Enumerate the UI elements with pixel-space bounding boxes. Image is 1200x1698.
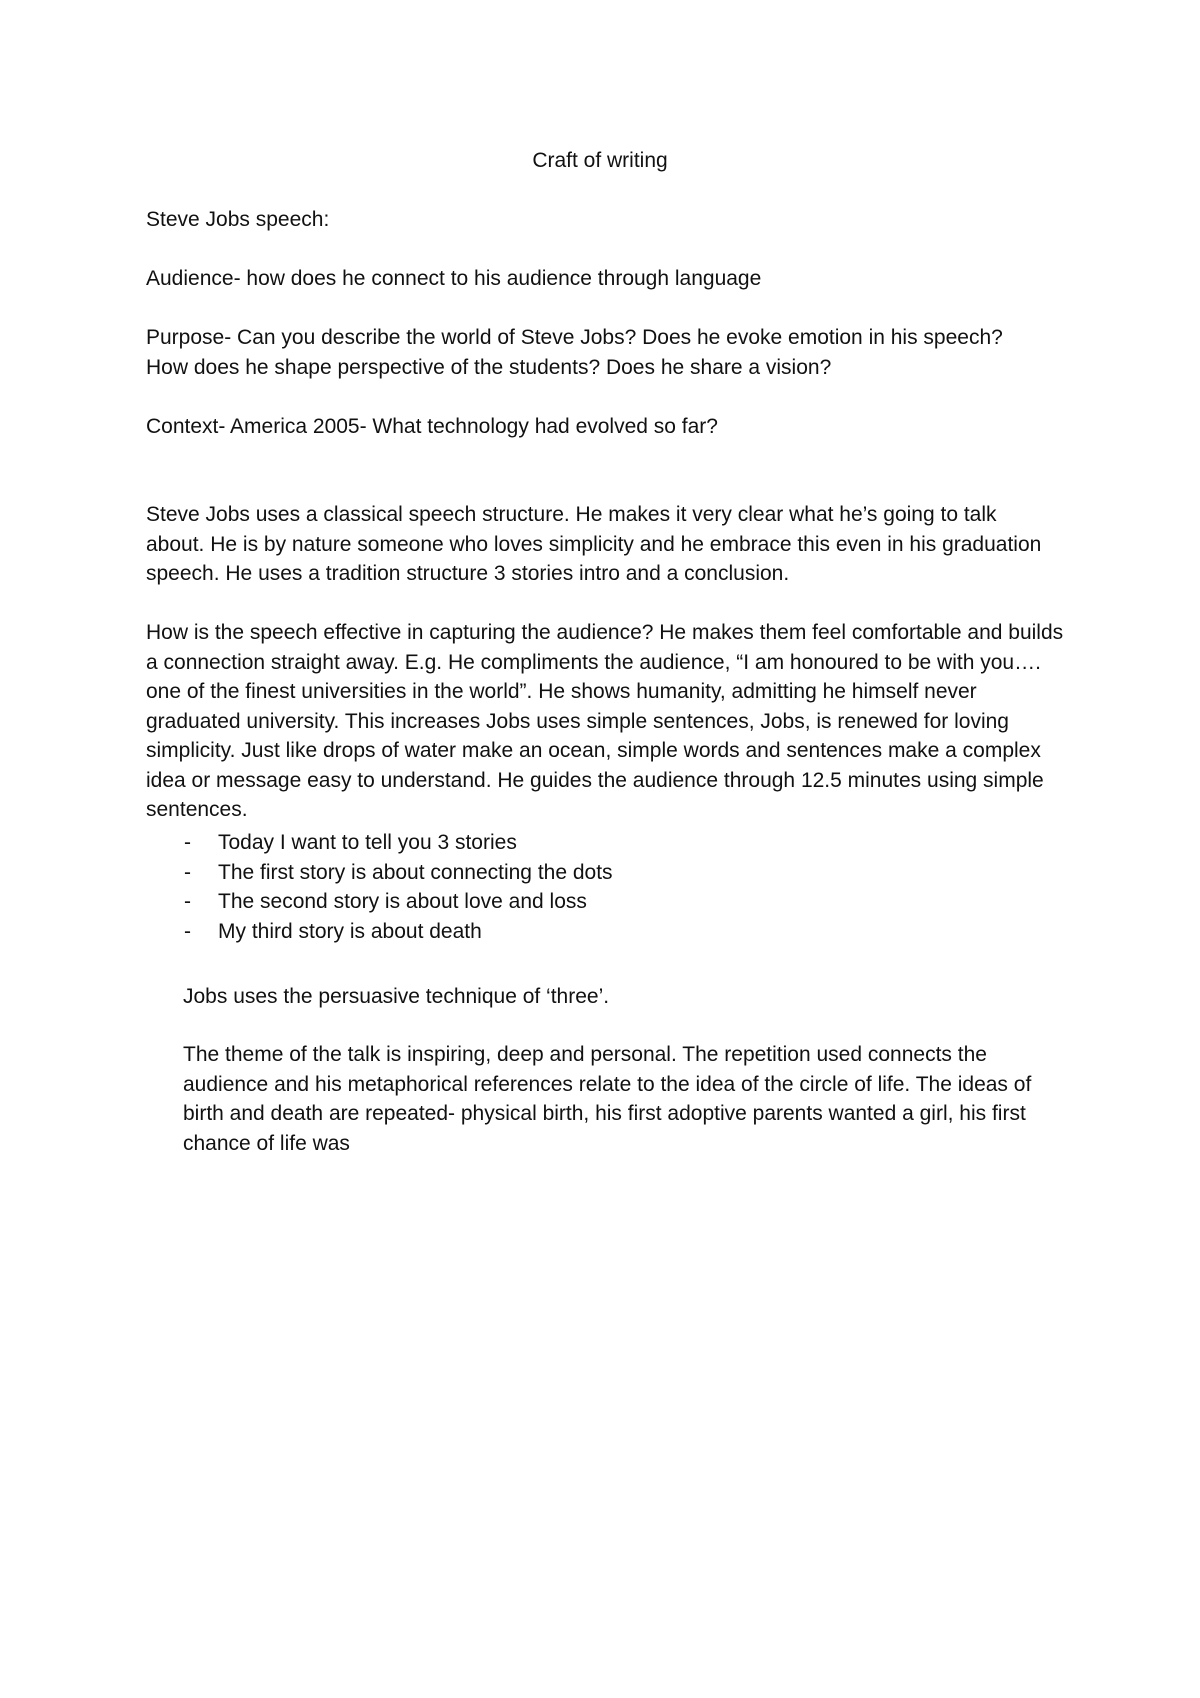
list-item-text: The first story is about connecting the dots	[218, 860, 613, 884]
list-dash: -	[184, 919, 191, 943]
list-item-text: Today I want to tell you 3 stories	[218, 831, 517, 854]
list-item	[146, 887, 613, 917]
document-title: Craft of writing	[532, 149, 668, 172]
list-dash: -	[184, 831, 191, 854]
list-dash: -	[184, 860, 191, 884]
structure-paragraph: Steve Jobs uses a classical speech structure. He makes it very clear what he’s going to talk about. He is by nature someone who loves simplicity and he embrace this even in his graduation speech. He uses a tradition structure 3 stories intro and a conclusion.	[146, 503, 1042, 585]
purpose-paragraph: Purpose- Can you describe the world of Steve Jobs? Does he evoke emotion in his speech? How does he shape perspective of the students? Does he share a vision?	[146, 326, 1003, 379]
effectiveness-paragraph: How is the speech effective in capturing the audience? He makes them feel comfortable and builds a connection straight away. E.g. He compliments the audience, “I am honoured to be with you…. one of the finest universities in the world”. He shows humanity, admitting he himself never graduated university. This increases Jobs uses simple sentences, Jobs, is renewed for loving simplicity. Just like drops of water make an ocean, simple words and sentences make a complex idea or message easy to understand. He guides the audience through 12.5 minutes using simple sentences.	[146, 621, 1064, 821]
list-item-text: The second story is about love and loss	[218, 890, 587, 913]
list-item-text: My third story is about death	[218, 919, 482, 943]
stories-list	[146, 828, 613, 946]
technique-line: Jobs uses the persuasive technique of ‘three’.	[183, 985, 610, 1008]
list-dash: -	[184, 890, 191, 913]
list-item	[146, 858, 613, 888]
section-heading: Steve Jobs speech:	[146, 208, 330, 231]
list-item	[146, 828, 613, 858]
list-item	[146, 917, 613, 947]
theme-paragraph: The theme of the talk is inspiring, deep and personal. The repetition used connects the audience and his metaphorical references relate to the idea of the circle of life. The ideas of birth and death are repeated- physical birth, his first adoptive parents wanted a girl, his first chance of life was	[183, 1043, 1032, 1155]
context-line: Context- America 2005- What technology had evolved so far?	[146, 415, 718, 438]
audience-line: Audience- how does he connect to his audience through language	[146, 267, 762, 290]
